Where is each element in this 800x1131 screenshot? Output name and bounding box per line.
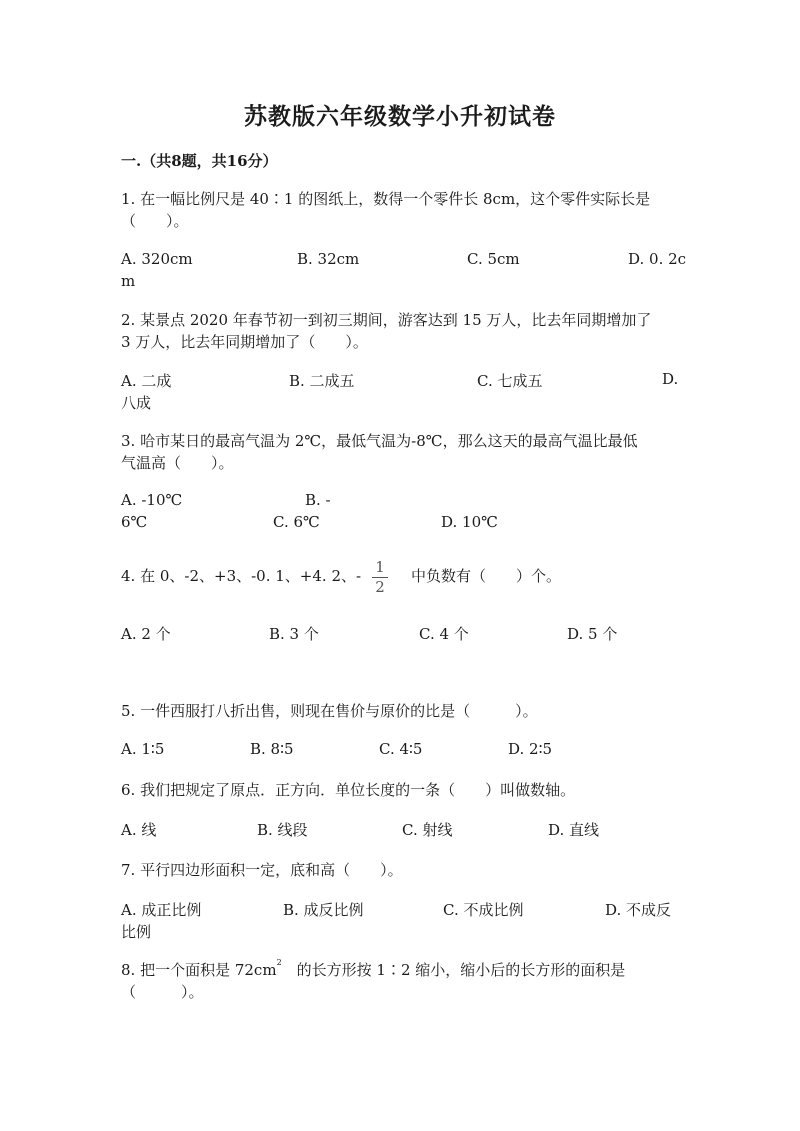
question-6-option-a: A. 线 [121,821,157,839]
question-2-option-c: C. 七成五 [477,372,543,390]
question-3-option-c: C. 6℃ [273,513,320,531]
question-7-text: 7. 平行四边形面积一定，底和高（ ）。 [121,861,403,879]
superscript-2: 2 [276,958,282,967]
fraction-numerator: 1 [375,558,385,576]
question-2-option-d-wrap: 八成 [121,394,152,412]
question-1-option-d-wrap: m [121,272,136,290]
question-1-option-c: C. 5cm [467,250,520,268]
question-5-option-c: C. 4∶5 [379,740,423,758]
fraction-denominator: 2 [375,578,385,596]
question-7-option-d: D. 不成反 [605,901,672,919]
question-7-option-d-wrap: 比例 [121,923,152,941]
section-heading: 一.（共8题，共16分） [121,152,278,170]
question-3-option-a: A. -10℃ [121,491,183,509]
question-1-text-line1: 1. 在一幅比例尺是 40∶1 的图纸上，数得一个零件长 8cm，这个零件实际长是 [121,190,651,208]
question-5-option-a: A. 1∶5 [121,740,165,758]
question-8-text-pre: 8. 把一个面积是 72cm [121,961,277,979]
question-7-option-a: A. 成正比例 [121,901,202,919]
question-8-text-line2: （ ）。 [121,983,204,1001]
question-3-option-b-wrap: 6℃ [121,513,148,531]
question-3-text-line2: 气温高（ ）。 [121,454,234,472]
question-5-text: 5. 一件西服打八折出售，则现在售价与原价的比是（ ）。 [121,702,538,720]
question-2-text-line1: 2. 某景点 2020 年春节初一到初三期间，游客达到 15 万人，比去年同期增加了 [121,311,652,329]
question-4-option-d: D. 5 个 [567,625,618,643]
question-6-text: 6. 我们把规定了原点．正方向．单位长度的一条（ ）叫做数轴。 [121,781,576,799]
question-1-option-b: B. 32cm [297,250,360,268]
question-2-option-a: A. 二成 [121,372,172,390]
question-3-text-line1: 3. 哈市某日的最高气温为 2℃，最低气温为-8℃，那么这天的最高气温比最低 [121,432,638,450]
question-5-option-b: B. 8∶5 [250,740,294,758]
question-8-text-line1 [121,959,625,980]
question-2-text-line2: 3 万人，比去年同期增加了（ ）。 [121,333,368,351]
question-1-option-d: D. 0. 2c [628,250,687,268]
question-7-option-c: C. 不成比例 [443,901,524,919]
question-4-option-c: C. 4 个 [419,625,469,643]
question-6-option-c: C. 射线 [402,821,453,839]
question-1-option-a: A. 320cm [121,250,193,268]
question-4-option-b: B. 3 个 [269,625,319,643]
question-3-option-d: D. 10℃ [441,513,498,531]
question-7-option-b: B. 成反比例 [283,901,364,919]
question-4-text-prefix: 4. 在 0、-2、+3、-0. 1、+4. 2、- [121,567,362,585]
question-2-option-b: B. 二成五 [289,372,355,390]
question-2-option-d: D. [662,370,679,388]
question-5-option-d: D. 2∶5 [508,740,553,758]
page-title: 苏教版六年级数学小升初试卷 [244,103,556,130]
question-1-text-line2: （ ）。 [121,212,189,230]
question-8-text-post: 的长方形按 1∶2 缩小，缩小后的长方形的面积是 [281,961,626,979]
question-6-option-b: B. 线段 [257,821,308,839]
question-4-option-a: A. 2 个 [121,625,171,643]
question-3-option-b: B. - [305,491,331,509]
question-6-option-d: D. 直线 [548,821,600,839]
question-4-text-suffix: 中负数有（ ）个。 [411,567,562,585]
fraction-one-half [370,560,390,595]
